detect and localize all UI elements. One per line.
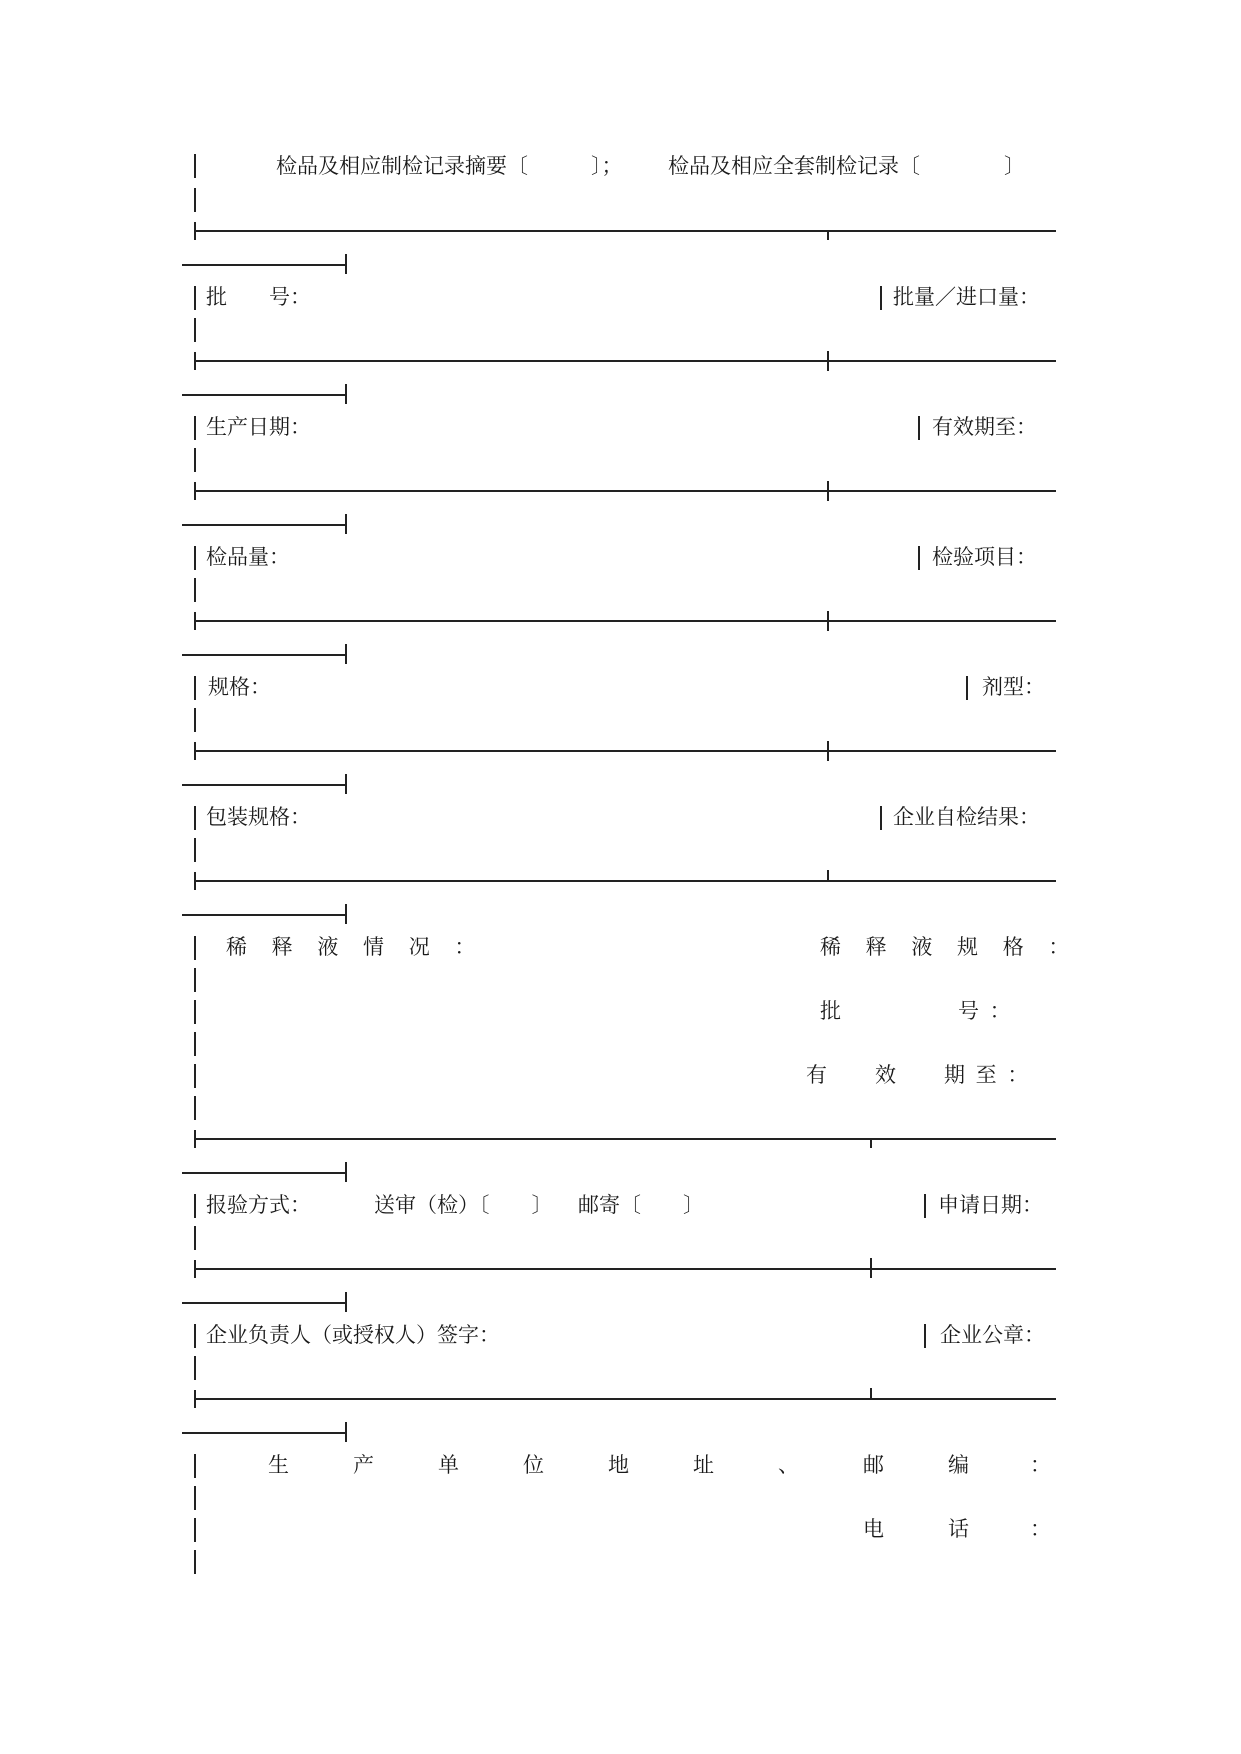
border-bar bbox=[194, 1000, 196, 1024]
border-bar bbox=[918, 416, 920, 440]
row-divider-tick bbox=[194, 742, 196, 760]
address-char: 邮 bbox=[863, 1453, 884, 1477]
border-bar bbox=[194, 578, 196, 602]
row-divider-tick bbox=[194, 872, 196, 890]
row-divider-tick bbox=[194, 222, 196, 240]
row-divider-tick bbox=[345, 1292, 347, 1312]
border-bar bbox=[194, 1226, 196, 1250]
row-divider-tick bbox=[345, 254, 347, 274]
row-divider-tick bbox=[194, 352, 196, 370]
row-divider bbox=[194, 620, 1056, 622]
row-divider-tick bbox=[827, 611, 829, 631]
border-bar bbox=[194, 1486, 196, 1510]
row-divider-tick bbox=[870, 1258, 872, 1278]
border-bar bbox=[194, 1096, 196, 1120]
border-bar bbox=[194, 968, 196, 992]
mail-option: 邮寄〔 〕 bbox=[578, 1193, 704, 1217]
row-divider bbox=[194, 1268, 1056, 1270]
border-bar bbox=[194, 1194, 196, 1218]
border-bar bbox=[194, 1518, 196, 1542]
test-items-label: 检验项目： bbox=[932, 545, 1037, 569]
diluent-batch-label: 批 号 ： bbox=[820, 999, 1013, 1023]
row-divider-tick bbox=[827, 230, 829, 240]
border-bar bbox=[194, 676, 196, 700]
border-bar bbox=[918, 546, 920, 570]
row-divider-tick bbox=[345, 644, 347, 664]
row-divider-tick bbox=[827, 351, 829, 371]
border-bar bbox=[194, 154, 196, 178]
row-divider bbox=[194, 1138, 1056, 1140]
row-divider-tick bbox=[827, 870, 829, 880]
row-divider bbox=[182, 784, 346, 786]
phone-char: 话 bbox=[948, 1517, 969, 1541]
border-bar bbox=[880, 286, 882, 310]
border-bar bbox=[194, 1454, 196, 1478]
row-divider-tick bbox=[194, 1260, 196, 1278]
border-bar bbox=[194, 188, 196, 212]
row-divider bbox=[182, 1302, 346, 1304]
border-bar bbox=[194, 1032, 196, 1056]
border-bar bbox=[194, 936, 196, 960]
row-divider bbox=[182, 654, 346, 656]
diluent-spec-label: 稀 释 液 规 格 ： bbox=[820, 935, 1079, 959]
address-char: 、 bbox=[778, 1453, 799, 1477]
border-bar bbox=[194, 1550, 196, 1574]
row-divider bbox=[182, 1432, 346, 1434]
specification-label: 规格： bbox=[208, 675, 271, 699]
row-divider-tick bbox=[827, 481, 829, 501]
row-divider-tick bbox=[194, 1130, 196, 1148]
expiry-date-label: 有效期至： bbox=[932, 415, 1037, 439]
row-divider-tick bbox=[345, 514, 347, 534]
production-date-label: 生产日期： bbox=[206, 415, 311, 439]
row-divider bbox=[182, 914, 346, 916]
border-bar bbox=[194, 1064, 196, 1088]
row-divider bbox=[194, 1398, 1056, 1400]
signature-label: 企业负责人（或授权人）签字： bbox=[206, 1323, 500, 1347]
address-char: ： bbox=[1030, 1453, 1051, 1477]
diluent-status-label: 稀 释 液 情 况 ： bbox=[226, 935, 485, 959]
diluent-expiry-label: 有 效 期 至 ： bbox=[806, 1063, 1031, 1087]
row-divider-tick bbox=[194, 1390, 196, 1408]
self-test-result-label: 企业自检结果： bbox=[893, 805, 1040, 829]
border-bar bbox=[966, 676, 968, 700]
row-divider bbox=[194, 490, 1056, 492]
row-divider-tick bbox=[194, 482, 196, 500]
border-bar bbox=[194, 708, 196, 732]
summary-record-label: 检品及相应制检记录摘要〔 〕； bbox=[276, 154, 623, 178]
packaging-spec-label: 包装规格： bbox=[206, 805, 311, 829]
row-divider bbox=[182, 524, 346, 526]
phone-char: ： bbox=[1030, 1517, 1051, 1541]
border-bar bbox=[194, 318, 196, 342]
address-char: 址 bbox=[693, 1453, 714, 1477]
batch-quantity-label: 批量／进口量： bbox=[893, 285, 1040, 309]
border-bar bbox=[194, 286, 196, 310]
row-divider bbox=[182, 1172, 346, 1174]
row-divider bbox=[194, 360, 1056, 362]
border-bar bbox=[194, 416, 196, 440]
dosage-form-label: 剂型： bbox=[982, 675, 1045, 699]
phone-char: 电 bbox=[863, 1517, 884, 1541]
row-divider-tick bbox=[827, 741, 829, 761]
address-char: 编 bbox=[948, 1453, 969, 1477]
row-divider-tick bbox=[345, 384, 347, 404]
row-divider-tick bbox=[870, 1388, 872, 1398]
row-divider-tick bbox=[870, 1138, 872, 1148]
row-divider-tick bbox=[345, 904, 347, 924]
border-bar bbox=[194, 838, 196, 862]
border-bar bbox=[924, 1194, 926, 1218]
border-bar bbox=[194, 1324, 196, 1348]
address-char: 位 bbox=[523, 1453, 544, 1477]
submission-method-label: 报验方式： bbox=[206, 1193, 311, 1217]
row-divider bbox=[194, 880, 1056, 882]
row-divider-tick bbox=[345, 1422, 347, 1442]
border-bar bbox=[194, 448, 196, 472]
row-divider bbox=[194, 750, 1056, 752]
border-bar bbox=[194, 1356, 196, 1380]
address-char: 单 bbox=[438, 1453, 459, 1477]
sample-quantity-label: 检品量： bbox=[206, 545, 290, 569]
address-char: 生 bbox=[268, 1453, 289, 1477]
address-char: 产 bbox=[353, 1453, 374, 1477]
batch-number-label: 批 号： bbox=[206, 285, 311, 309]
row-divider bbox=[194, 230, 1056, 232]
border-bar bbox=[880, 806, 882, 830]
border-bar bbox=[924, 1324, 926, 1348]
border-bar bbox=[194, 806, 196, 830]
full-record-label: 检品及相应全套制检记录〔 〕 bbox=[668, 154, 1025, 178]
company-seal-label: 企业公章： bbox=[940, 1323, 1045, 1347]
address-char: 地 bbox=[608, 1453, 629, 1477]
row-divider-tick bbox=[194, 612, 196, 630]
application-date-label: 申请日期： bbox=[938, 1193, 1043, 1217]
border-bar bbox=[194, 546, 196, 570]
row-divider bbox=[182, 394, 346, 396]
send-review-option: 送审（检）〔 〕 bbox=[374, 1193, 553, 1217]
row-divider-tick bbox=[345, 1162, 347, 1182]
row-divider bbox=[182, 264, 346, 266]
row-divider-tick bbox=[345, 774, 347, 794]
